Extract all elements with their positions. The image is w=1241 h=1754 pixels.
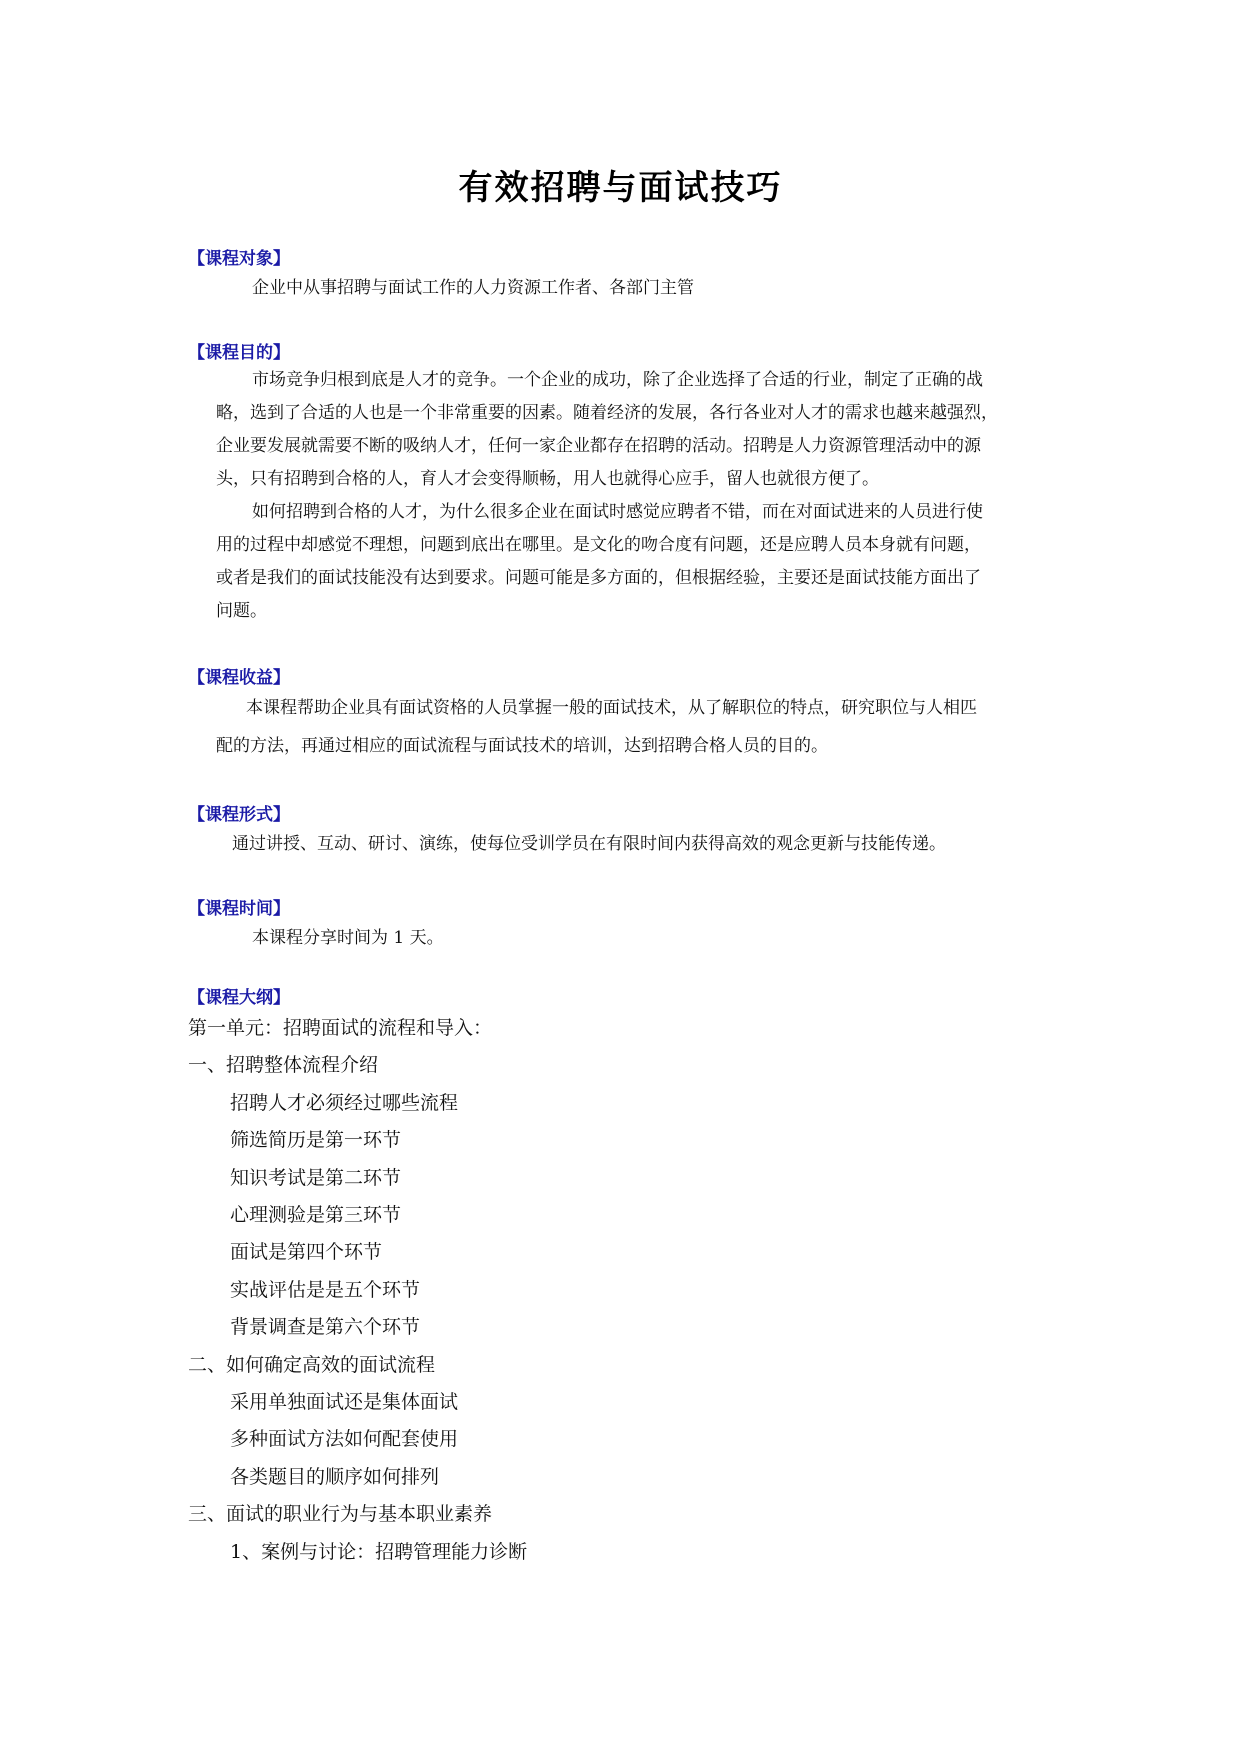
- objective-line: 略，选到了合适的人也是一个非常重要的因素。随着经济的发展，各行各业对人才的需求也越来越强烈，: [216, 403, 998, 423]
- objective-line: 企业要发展就需要不断的吸纳人才，任何一家企业都存在招聘的活动。招聘是人力资源管理活动中的源: [216, 436, 981, 456]
- audience-text: 企业中从事招聘与面试工作的人力资源工作者、各部门主管: [252, 278, 694, 298]
- benefit-line: 本课程帮助企业具有面试资格的人员掌握一般的面试技术，从了解职位的特点，研究职位与人相匹: [246, 698, 977, 718]
- objective-line: 如何招聘到合格的人才，为什么很多企业在面试时感觉应聘者不错，而在对面试进来的人员进行使: [252, 502, 983, 522]
- outline-item: 实战评估是是五个环节: [230, 1278, 421, 1301]
- outline-item: 二、如何确定高效的面试流程: [188, 1353, 436, 1376]
- objective-line: 用的过程中却感觉不理想，问题到底出在哪里。是文化的吻合度有问题，还是应聘人员本身就有问题，: [216, 535, 981, 555]
- heading-format: 【课程形式】: [188, 805, 290, 825]
- outline-item: 一、招聘整体流程介绍: [188, 1054, 379, 1077]
- objective-line: 或者是我们的面试技能没有达到要求。问题可能是多方面的，但根据经验，主要还是面试技能方面出了: [216, 568, 981, 588]
- outline-item: 心理测验是第三环节: [230, 1204, 402, 1226]
- outline-item: 各类题目的顺序如何排列: [230, 1465, 440, 1488]
- document-title: 有效招聘与面试技巧: [458, 168, 783, 208]
- outline-item: 多种面试方法如何配套使用: [230, 1428, 459, 1451]
- outline-item: 1、案例与讨论：招聘管理能力诊断: [230, 1540, 528, 1563]
- outline-item: 招聘人才必须经过哪些流程: [230, 1091, 459, 1114]
- benefit-line: 配的方法，再通过相应的面试流程与面试技术的培训，达到招聘合格人员的目的。: [216, 736, 828, 756]
- heading-outline: 【课程大纲】: [188, 988, 290, 1008]
- outline-item: 背景调查是第六个环节: [230, 1316, 421, 1339]
- outline-item: 面试是第四个环节: [230, 1241, 383, 1264]
- outline-item: 第一单元：招聘面试的流程和导入：: [188, 1017, 493, 1039]
- heading-audience: 【课程对象】: [188, 249, 290, 269]
- format-text: 通过讲授、互动、研讨、演练，使每位受训学员在有限时间内获得高效的观念更新与技能传递。: [232, 834, 946, 854]
- outline-item: 三、面试的职业行为与基本职业素养: [188, 1503, 493, 1526]
- objective-line: 市场竞争归根到底是人才的竞争。一个企业的成功，除了企业选择了合适的行业，制定了正确的战: [252, 370, 983, 390]
- duration-text: 本课程分享时间为 1 天。: [252, 928, 444, 948]
- heading-duration: 【课程时间】: [188, 899, 290, 919]
- outline-item: 采用单独面试还是集体面试: [230, 1391, 459, 1413]
- heading-benefit: 【课程收益】: [188, 668, 290, 688]
- heading-objective: 【课程目的】: [188, 343, 290, 363]
- objective-line: 问题。: [216, 601, 267, 621]
- outline-item: 知识考试是第二环节: [230, 1166, 402, 1189]
- outline-item: 筛选简历是第一环节: [230, 1129, 402, 1152]
- objective-line: 头，只有招聘到合格的人，育人才会变得顺畅，用人也就得心应手，留人也就很方便了。: [216, 469, 879, 489]
